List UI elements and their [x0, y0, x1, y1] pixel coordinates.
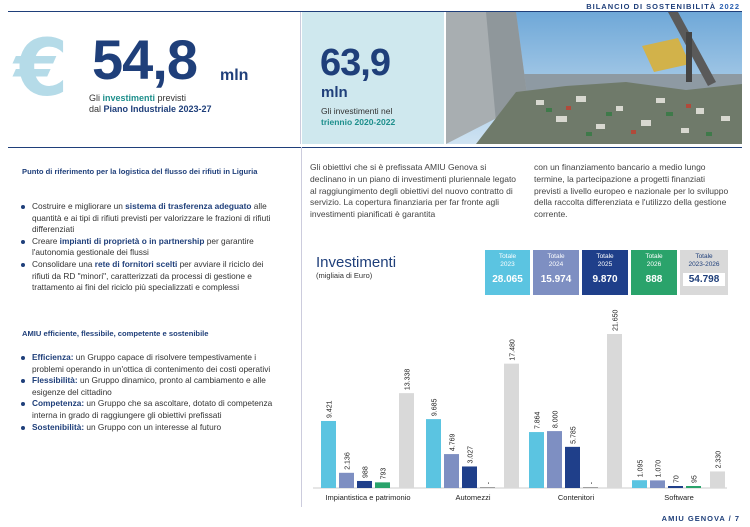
bar-2026	[686, 486, 701, 488]
bar-value-label: 1.095	[637, 459, 645, 478]
bar-value-label: 70	[673, 475, 681, 483]
bar-value-label: -	[485, 481, 493, 485]
total-value: 28.065	[492, 274, 523, 285]
bar-2023-2026	[399, 393, 414, 488]
bar-value-label: 3.027	[467, 445, 475, 464]
section-heading-logistica: Punto di riferimento per la logistica del flusso dei rifiuti in Liguria	[22, 167, 258, 176]
category-label: Software	[664, 493, 694, 502]
total-label: Totale 2023	[498, 253, 517, 268]
category-label: Automezzi	[455, 493, 491, 502]
list-item: Flessibilità: un Gruppo dinamico, pronto al cambiamento e alle esigenze del cittadino	[20, 375, 282, 398]
page-footer: AMIU GENOVA / 7	[661, 514, 740, 523]
efficiente-bullet-list	[20, 352, 282, 433]
bar-value-label: 8.000	[552, 410, 560, 429]
bar-value-label: 988	[362, 466, 370, 478]
euro-icon: €	[14, 24, 69, 114]
bar-2025	[357, 481, 372, 488]
bar-value-label: 21.650	[612, 309, 620, 331]
section-heading-efficiente: AMIU efficiente, flessibile, competente e sostenibile	[22, 329, 209, 338]
total-label: Totale 2025	[596, 253, 614, 268]
bar-value-label: 2.136	[344, 452, 352, 470]
bar-2026	[375, 482, 390, 488]
total-box	[485, 250, 530, 295]
bar-2025	[462, 466, 477, 488]
bar-2026	[480, 487, 495, 488]
section-rule	[8, 147, 301, 148]
bar-2024	[339, 473, 354, 488]
bar-2023-2026	[607, 334, 622, 488]
kpi-value: 54,8	[92, 28, 197, 91]
bar-value-label: 9.421	[326, 400, 334, 418]
total-value: 9.870	[592, 274, 618, 285]
category-label: Contenitori	[557, 493, 595, 502]
bar-value-label: -	[588, 481, 596, 485]
list-item: Costruire e migliorare un sistema di trasferenza adeguato alle quantità e ai tipi di rifiuti previsti per valorizzare le frazioni di rifiuti differenziati	[20, 201, 282, 236]
paragraph-obiettivi: Gli obiettivi che si è prefissata AMIU Genova si declinano in un piano di investimenti pluriennale legato al raggiungimento degli obiettivi del nuovo contratto di servizio. La copertura finanziaria per far fronte agli investimenti pianificati è garantita	[310, 162, 517, 220]
list-item: Creare impianti di proprietà o in partnership per garantire l'autonomia gestionale dei flussi	[20, 236, 282, 259]
bar-2026	[583, 487, 598, 488]
bar-2025	[668, 486, 683, 488]
bar-value-label: 793	[380, 467, 388, 480]
total-label: Totale 2023-2026	[688, 253, 720, 268]
chart-subtitle: (migliaia di Euro)	[316, 271, 373, 280]
list-item: Sostenibilità: un Gruppo con un interesse al futuro	[20, 422, 282, 434]
list-item: Competenza: un Gruppo che sa ascoltare, dotato di competenza interna in grado di raggiungere gli obiettivi prefissati	[20, 398, 282, 421]
bar-value-label: 13.338	[404, 368, 412, 391]
bar-value-label: 9.685	[431, 398, 439, 417]
paragraph-finanziamento: con un finanziamento bancario a medio lungo termine, la partecipazione a progetti finanziati previsti a livello europeo e nazionale per lo sviluppo della raccolta differenziata e l'utilizzo della gestione corrente.	[534, 162, 729, 220]
list-item: Efficienza: un Gruppo capace di risolvere tempestivamente i problemi operando in un'ottica di contenimento dei costi operativi	[20, 352, 282, 375]
total-box	[533, 250, 579, 295]
bar-2024	[444, 454, 459, 488]
total-value: 15.974	[540, 274, 572, 285]
bar-value-label: 4.769	[449, 433, 457, 452]
logistica-bullet-list	[20, 201, 282, 294]
bar-2025	[565, 447, 580, 488]
bar-value-label: 1.070	[655, 459, 663, 478]
total-box	[582, 250, 628, 295]
bar-2024	[547, 431, 562, 488]
kpi-triennio-unit: mln	[321, 84, 348, 101]
total-box	[631, 250, 677, 295]
kpi-triennio-caption: Gli investimenti nel triennio 2020-2022	[321, 106, 396, 127]
total-value: 54.798	[683, 273, 725, 286]
header-title: BILANCIO DI SOSTENIBILITÀ 2022	[586, 2, 740, 11]
bar-2023-2026	[710, 471, 725, 488]
category-label: Impiantistica e patrimonio	[325, 493, 411, 502]
bar-value-label: 7.864	[534, 411, 542, 430]
total-label: Totale 2024	[547, 253, 565, 268]
total-value: 888	[645, 274, 663, 285]
total-label: Totale 2026	[645, 253, 663, 268]
investimenti-bar-chart	[307, 296, 742, 507]
kpi-triennio-value: 63,9	[320, 42, 390, 84]
bar-value-label: 5.785	[570, 426, 578, 444]
bar-2023	[632, 480, 647, 488]
landfill-photo	[446, 12, 742, 144]
bar-2023	[426, 419, 441, 488]
section-rule-right	[302, 147, 742, 148]
bar-value-label: 17.480	[509, 339, 517, 361]
bar-2023-2026	[504, 364, 519, 488]
list-item: Consolidare una rete di fornitori scelti per avviare il riciclo dei rifiuti da RD "minori", caratterizzati da processi di gestione e trattamento ai fini del riciclo più specializzati e complessi	[20, 259, 282, 294]
total-box	[680, 250, 728, 295]
bar-2023	[529, 432, 544, 488]
kpi-caption: Gli investimenti previsti dal Piano Industriale 2023-27	[89, 93, 212, 114]
bar-2023	[321, 421, 336, 488]
chart-title: Investimenti	[316, 254, 397, 271]
bar-2024	[650, 480, 665, 488]
kpi-unit: mln	[220, 67, 249, 84]
column-divider	[301, 147, 302, 507]
bar-value-label: 2.330	[715, 450, 723, 469]
bar-value-label: 95	[691, 475, 699, 483]
